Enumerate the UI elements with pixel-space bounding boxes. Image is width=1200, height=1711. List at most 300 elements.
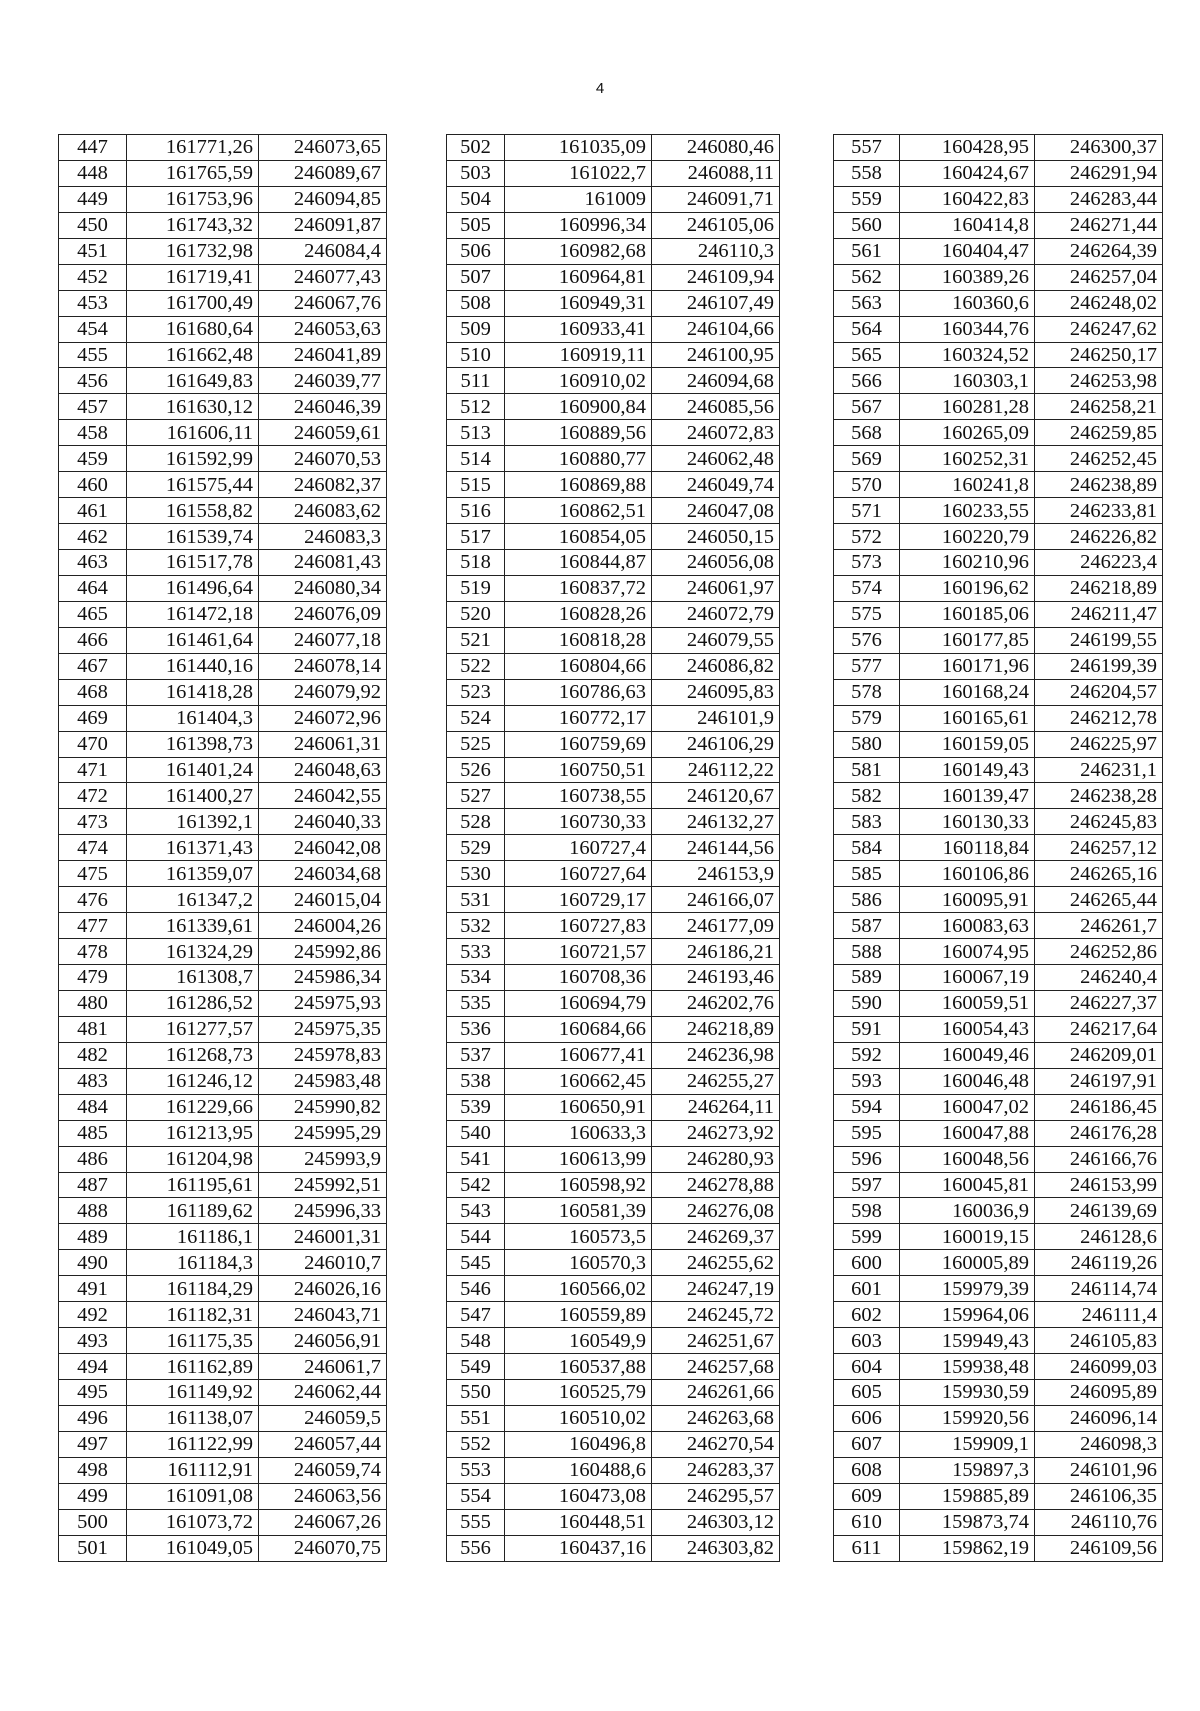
coordinate-x: 160889,56 <box>505 420 652 446</box>
coordinate-x: 161461,64 <box>127 627 259 653</box>
coordinate-y: 246106,35 <box>1035 1483 1163 1509</box>
table-row <box>59 1457 387 1483</box>
coordinate-x: 160613,99 <box>505 1146 652 1172</box>
coordinate-y: 246218,89 <box>652 1016 780 1042</box>
coordinate-y: 246073,65 <box>259 135 387 161</box>
point-number: 578 <box>834 679 900 705</box>
point-number: 473 <box>59 809 127 835</box>
table-row <box>59 498 387 524</box>
coordinate-y: 246084,4 <box>259 238 387 264</box>
coordinate-y: 246047,08 <box>652 498 780 524</box>
point-number: 611 <box>834 1535 900 1561</box>
coordinate-x: 161418,28 <box>127 679 259 705</box>
coordinate-x: 159920,56 <box>900 1405 1035 1431</box>
point-number: 575 <box>834 601 900 627</box>
point-number: 462 <box>59 524 127 550</box>
coordinate-x: 161539,74 <box>127 524 259 550</box>
coordinate-y: 246094,68 <box>652 368 780 394</box>
table-row <box>447 290 780 316</box>
point-number: 606 <box>834 1405 900 1431</box>
table-row <box>59 1146 387 1172</box>
point-number: 519 <box>447 575 505 601</box>
coordinate-y: 246114,74 <box>1035 1276 1163 1302</box>
coordinate-x: 159930,59 <box>900 1380 1035 1406</box>
coordinate-x: 160566,02 <box>505 1276 652 1302</box>
coordinate-y: 246056,08 <box>652 550 780 576</box>
table-row <box>447 1120 780 1146</box>
table-row <box>59 1172 387 1198</box>
point-number: 505 <box>447 212 505 238</box>
coordinate-y: 246255,62 <box>652 1250 780 1276</box>
point-number: 534 <box>447 965 505 991</box>
coordinate-x: 160118,84 <box>900 835 1035 861</box>
coordinate-y: 246061,31 <box>259 731 387 757</box>
point-number: 576 <box>834 627 900 653</box>
coordinate-x: 160708,36 <box>505 965 652 991</box>
point-number: 597 <box>834 1172 900 1198</box>
coordinate-y: 246252,86 <box>1035 939 1163 965</box>
coordinate-x: 160650,91 <box>505 1094 652 1120</box>
coordinate-x: 160818,28 <box>505 627 652 653</box>
coordinate-y: 246110,3 <box>652 238 780 264</box>
table-row <box>447 1042 780 1068</box>
coordinate-x: 160786,63 <box>505 679 652 705</box>
table-row <box>59 550 387 576</box>
coordinate-x: 160265,09 <box>900 420 1035 446</box>
coordinate-y: 246059,61 <box>259 420 387 446</box>
coordinate-x: 161606,11 <box>127 420 259 446</box>
table-row <box>59 212 387 238</box>
coordinate-x: 161700,49 <box>127 290 259 316</box>
coordinate-x: 160424,67 <box>900 160 1035 186</box>
coordinate-x: 160139,47 <box>900 783 1035 809</box>
point-number: 562 <box>834 264 900 290</box>
point-number: 569 <box>834 446 900 472</box>
table-row <box>834 601 1163 627</box>
table-row <box>59 1016 387 1042</box>
table-row <box>834 394 1163 420</box>
coordinate-x: 161743,32 <box>127 212 259 238</box>
coordinate-y: 246070,53 <box>259 446 387 472</box>
coordinate-x: 161575,44 <box>127 472 259 498</box>
coordinate-x: 160177,85 <box>900 627 1035 653</box>
table-row <box>834 731 1163 757</box>
coordinate-y: 246233,81 <box>1035 498 1163 524</box>
coordinate-x: 160573,5 <box>505 1224 652 1250</box>
table-row <box>447 887 780 913</box>
table-row <box>59 653 387 679</box>
table-row <box>447 1380 780 1406</box>
coordinate-x: 160054,43 <box>900 1016 1035 1042</box>
coordinate-y: 246042,55 <box>259 783 387 809</box>
coordinate-x: 160414,8 <box>900 212 1035 238</box>
coordinate-y: 246153,9 <box>652 861 780 887</box>
coordinate-y: 246080,34 <box>259 575 387 601</box>
coordinate-y: 246072,79 <box>652 601 780 627</box>
table-row <box>834 653 1163 679</box>
table-row <box>834 1120 1163 1146</box>
coordinate-x: 160473,08 <box>505 1483 652 1509</box>
table-row <box>834 1224 1163 1250</box>
coordinate-x: 159979,39 <box>900 1276 1035 1302</box>
point-number: 583 <box>834 809 900 835</box>
point-number: 580 <box>834 731 900 757</box>
point-number: 577 <box>834 653 900 679</box>
coordinate-y: 246144,56 <box>652 835 780 861</box>
point-number: 530 <box>447 861 505 887</box>
coordinate-y: 246072,96 <box>259 705 387 731</box>
point-number: 555 <box>447 1509 505 1535</box>
coordinate-y: 246273,92 <box>652 1120 780 1146</box>
coordinate-y: 246081,43 <box>259 550 387 576</box>
coordinate-x: 160910,02 <box>505 368 652 394</box>
point-number: 553 <box>447 1457 505 1483</box>
coordinate-y: 246088,11 <box>652 160 780 186</box>
table-row <box>447 627 780 653</box>
point-number: 589 <box>834 965 900 991</box>
coordinate-x: 160964,81 <box>505 264 652 290</box>
coordinate-x: 161404,3 <box>127 705 259 731</box>
coordinate-y: 246261,66 <box>652 1380 780 1406</box>
table-row <box>59 627 387 653</box>
point-number: 511 <box>447 368 505 394</box>
coordinate-x: 160559,89 <box>505 1302 652 1328</box>
point-number: 469 <box>59 705 127 731</box>
coordinate-y: 246283,44 <box>1035 186 1163 212</box>
coordinate-y: 246225,97 <box>1035 731 1163 757</box>
coordinate-y: 246295,57 <box>652 1483 780 1509</box>
coordinate-x: 160510,02 <box>505 1405 652 1431</box>
table-row <box>447 342 780 368</box>
table-row <box>834 446 1163 472</box>
coordinate-x: 160220,79 <box>900 524 1035 550</box>
coordinate-y: 246059,74 <box>259 1457 387 1483</box>
point-number: 536 <box>447 1016 505 1042</box>
table-row <box>447 498 780 524</box>
table-row <box>447 575 780 601</box>
coordinate-x: 160488,6 <box>505 1457 652 1483</box>
coordinate-x: 160759,69 <box>505 731 652 757</box>
coordinate-x: 160049,46 <box>900 1042 1035 1068</box>
point-number: 593 <box>834 1068 900 1094</box>
coordinate-y: 246209,01 <box>1035 1042 1163 1068</box>
coordinate-y: 246062,44 <box>259 1380 387 1406</box>
point-number: 551 <box>447 1405 505 1431</box>
table-row <box>59 575 387 601</box>
table-row <box>59 1380 387 1406</box>
coordinate-y: 246046,39 <box>259 394 387 420</box>
point-number: 453 <box>59 290 127 316</box>
coordinate-y: 246041,89 <box>259 342 387 368</box>
coordinate-y: 246186,21 <box>652 939 780 965</box>
point-number: 565 <box>834 342 900 368</box>
coordinate-y: 246079,92 <box>259 679 387 705</box>
table-row <box>59 1198 387 1224</box>
coordinate-y: 246166,76 <box>1035 1146 1163 1172</box>
coordinate-x: 160360,6 <box>900 290 1035 316</box>
coordinate-x: 161182,31 <box>127 1302 259 1328</box>
coordinate-x: 160210,96 <box>900 550 1035 576</box>
point-number: 558 <box>834 160 900 186</box>
table-row <box>834 1405 1163 1431</box>
table-row <box>59 835 387 861</box>
point-number: 488 <box>59 1198 127 1224</box>
table-row <box>447 965 780 991</box>
point-number: 527 <box>447 783 505 809</box>
coordinate-x: 160581,39 <box>505 1198 652 1224</box>
coordinate-y: 246101,9 <box>652 705 780 731</box>
coordinate-y: 246193,46 <box>652 965 780 991</box>
coordinates-table-2 <box>446 134 780 1562</box>
point-number: 571 <box>834 498 900 524</box>
coordinate-y: 246186,45 <box>1035 1094 1163 1120</box>
point-number: 610 <box>834 1509 900 1535</box>
coordinate-x: 161286,52 <box>127 990 259 1016</box>
table-row <box>447 524 780 550</box>
coordinate-x: 160074,95 <box>900 939 1035 965</box>
coordinate-x: 160721,57 <box>505 939 652 965</box>
coordinate-x: 159897,3 <box>900 1457 1035 1483</box>
point-number: 503 <box>447 160 505 186</box>
coordinate-y: 246250,17 <box>1035 342 1163 368</box>
table-row <box>447 1172 780 1198</box>
point-number: 481 <box>59 1016 127 1042</box>
coordinate-x: 161277,57 <box>127 1016 259 1042</box>
point-number: 579 <box>834 705 900 731</box>
coordinate-x: 160281,28 <box>900 394 1035 420</box>
point-number: 472 <box>59 783 127 809</box>
coordinate-y: 246057,44 <box>259 1431 387 1457</box>
coordinate-y: 246259,85 <box>1035 420 1163 446</box>
coordinate-x: 161204,98 <box>127 1146 259 1172</box>
coordinate-y: 245986,34 <box>259 965 387 991</box>
table-row <box>447 1094 780 1120</box>
table-row <box>447 1354 780 1380</box>
table-row <box>447 1535 780 1561</box>
point-number: 568 <box>834 420 900 446</box>
coordinate-x: 160727,83 <box>505 913 652 939</box>
point-number: 459 <box>59 446 127 472</box>
point-number: 448 <box>59 160 127 186</box>
table-row <box>447 1483 780 1509</box>
point-number: 494 <box>59 1354 127 1380</box>
coordinate-y: 246276,08 <box>652 1198 780 1224</box>
coordinate-y: 246077,18 <box>259 627 387 653</box>
coordinate-y: 246042,08 <box>259 835 387 861</box>
coordinate-x: 160729,17 <box>505 887 652 913</box>
table-row <box>834 498 1163 524</box>
coordinate-x: 160633,3 <box>505 1120 652 1146</box>
coordinate-y: 246095,83 <box>652 679 780 705</box>
coordinate-y: 246107,49 <box>652 290 780 316</box>
point-number: 564 <box>834 316 900 342</box>
table-row <box>834 342 1163 368</box>
point-number: 474 <box>59 835 127 861</box>
table-row <box>447 1431 780 1457</box>
point-number: 478 <box>59 939 127 965</box>
coordinate-y: 246061,7 <box>259 1354 387 1380</box>
table-row <box>834 1250 1163 1276</box>
coordinate-x: 160095,91 <box>900 887 1035 913</box>
coordinate-x: 159938,48 <box>900 1354 1035 1380</box>
point-number: 484 <box>59 1094 127 1120</box>
coordinate-y: 246258,21 <box>1035 394 1163 420</box>
point-number: 507 <box>447 264 505 290</box>
coordinate-x: 160837,72 <box>505 575 652 601</box>
table-row <box>59 887 387 913</box>
coordinate-x: 160047,02 <box>900 1094 1035 1120</box>
table-row <box>447 809 780 835</box>
table-row <box>447 264 780 290</box>
coordinate-x: 160750,51 <box>505 757 652 783</box>
point-number: 600 <box>834 1250 900 1276</box>
table-row <box>59 939 387 965</box>
point-number: 547 <box>447 1302 505 1328</box>
point-number: 570 <box>834 472 900 498</box>
coordinate-y: 246098,3 <box>1035 1431 1163 1457</box>
table-row <box>447 160 780 186</box>
point-number: 531 <box>447 887 505 913</box>
coordinate-y: 246204,57 <box>1035 679 1163 705</box>
coordinate-y: 246096,14 <box>1035 1405 1163 1431</box>
coordinate-y: 246094,85 <box>259 186 387 212</box>
table-row <box>834 1042 1163 1068</box>
point-number: 544 <box>447 1224 505 1250</box>
coordinate-y: 246217,64 <box>1035 1016 1163 1042</box>
table-row <box>834 212 1163 238</box>
coordinate-y: 246091,71 <box>652 186 780 212</box>
coordinate-x: 160428,95 <box>900 135 1035 161</box>
table-row <box>447 1405 780 1431</box>
table-row <box>447 1276 780 1302</box>
coordinate-x: 161246,12 <box>127 1068 259 1094</box>
coordinate-y: 246218,89 <box>1035 575 1163 601</box>
point-number: 538 <box>447 1068 505 1094</box>
coordinate-x: 160844,87 <box>505 550 652 576</box>
table-row <box>834 186 1163 212</box>
coordinate-y: 246010,7 <box>259 1250 387 1276</box>
coordinate-x: 161184,29 <box>127 1276 259 1302</box>
table-row <box>834 316 1163 342</box>
coordinate-x: 160570,3 <box>505 1250 652 1276</box>
coordinate-y: 246265,44 <box>1035 887 1163 913</box>
table-row <box>447 601 780 627</box>
coordinate-x: 159885,89 <box>900 1483 1035 1509</box>
coordinate-x: 160344,76 <box>900 316 1035 342</box>
coordinate-y: 246197,91 <box>1035 1068 1163 1094</box>
coordinate-y: 246261,7 <box>1035 913 1163 939</box>
table-row <box>447 316 780 342</box>
table-row <box>59 342 387 368</box>
point-number: 588 <box>834 939 900 965</box>
coordinate-x: 159964,06 <box>900 1302 1035 1328</box>
point-number: 470 <box>59 731 127 757</box>
point-number: 549 <box>447 1354 505 1380</box>
coordinate-y: 246076,09 <box>259 601 387 627</box>
table-row <box>447 653 780 679</box>
point-number: 584 <box>834 835 900 861</box>
coordinate-x: 160165,61 <box>900 705 1035 731</box>
coordinate-x: 161347,2 <box>127 887 259 913</box>
coordinate-x: 160598,92 <box>505 1172 652 1198</box>
point-number: 548 <box>447 1328 505 1354</box>
point-number: 504 <box>447 186 505 212</box>
coordinate-x: 161400,27 <box>127 783 259 809</box>
table-row <box>447 1509 780 1535</box>
coordinate-y: 246283,37 <box>652 1457 780 1483</box>
point-number: 556 <box>447 1535 505 1561</box>
coordinate-x: 161771,26 <box>127 135 259 161</box>
table-row <box>834 1328 1163 1354</box>
coordinate-y: 246177,09 <box>652 913 780 939</box>
point-number: 560 <box>834 212 900 238</box>
point-number: 487 <box>59 1172 127 1198</box>
coordinate-x: 159949,43 <box>900 1328 1035 1354</box>
table-row <box>59 809 387 835</box>
coordinate-y: 246079,55 <box>652 627 780 653</box>
point-number: 491 <box>59 1276 127 1302</box>
table-row <box>834 835 1163 861</box>
coordinate-x: 160900,84 <box>505 394 652 420</box>
point-number: 496 <box>59 1405 127 1431</box>
point-number: 537 <box>447 1042 505 1068</box>
coordinate-x: 161765,59 <box>127 160 259 186</box>
coordinate-y: 245996,33 <box>259 1198 387 1224</box>
coordinate-x: 160496,8 <box>505 1431 652 1457</box>
coordinate-y: 246062,48 <box>652 446 780 472</box>
table-row <box>59 368 387 394</box>
coordinate-x: 161472,18 <box>127 601 259 627</box>
point-number: 485 <box>59 1120 127 1146</box>
coordinate-y: 246109,56 <box>1035 1535 1163 1561</box>
point-number: 539 <box>447 1094 505 1120</box>
coordinate-x: 161112,91 <box>127 1457 259 1483</box>
table-row <box>834 524 1163 550</box>
table-row <box>59 1068 387 1094</box>
table-row <box>59 160 387 186</box>
table-row <box>59 1250 387 1276</box>
coordinate-x: 161268,73 <box>127 1042 259 1068</box>
coordinate-y: 246050,15 <box>652 524 780 550</box>
point-number: 603 <box>834 1328 900 1354</box>
coordinate-y: 246245,83 <box>1035 809 1163 835</box>
table-row <box>59 394 387 420</box>
point-number: 525 <box>447 731 505 757</box>
point-number: 464 <box>59 575 127 601</box>
point-number: 482 <box>59 1042 127 1068</box>
table-row <box>834 1198 1163 1224</box>
coordinate-x: 160019,15 <box>900 1224 1035 1250</box>
coordinate-y: 246083,62 <box>259 498 387 524</box>
point-number: 559 <box>834 186 900 212</box>
table-row <box>59 290 387 316</box>
point-number: 546 <box>447 1276 505 1302</box>
table-row <box>447 861 780 887</box>
coordinate-y: 246132,27 <box>652 809 780 835</box>
coordinate-y: 246067,76 <box>259 290 387 316</box>
coordinate-y: 245975,35 <box>259 1016 387 1042</box>
coordinate-x: 160525,79 <box>505 1380 652 1406</box>
table-row <box>834 783 1163 809</box>
coordinate-y: 246015,04 <box>259 887 387 913</box>
coordinate-x: 160389,26 <box>900 264 1035 290</box>
coordinate-y: 246111,4 <box>1035 1302 1163 1328</box>
coordinate-x: 160048,56 <box>900 1146 1035 1172</box>
coordinate-y: 246083,3 <box>259 524 387 550</box>
coordinate-y: 246072,83 <box>652 420 780 446</box>
table-row <box>59 965 387 991</box>
point-number: 595 <box>834 1120 900 1146</box>
